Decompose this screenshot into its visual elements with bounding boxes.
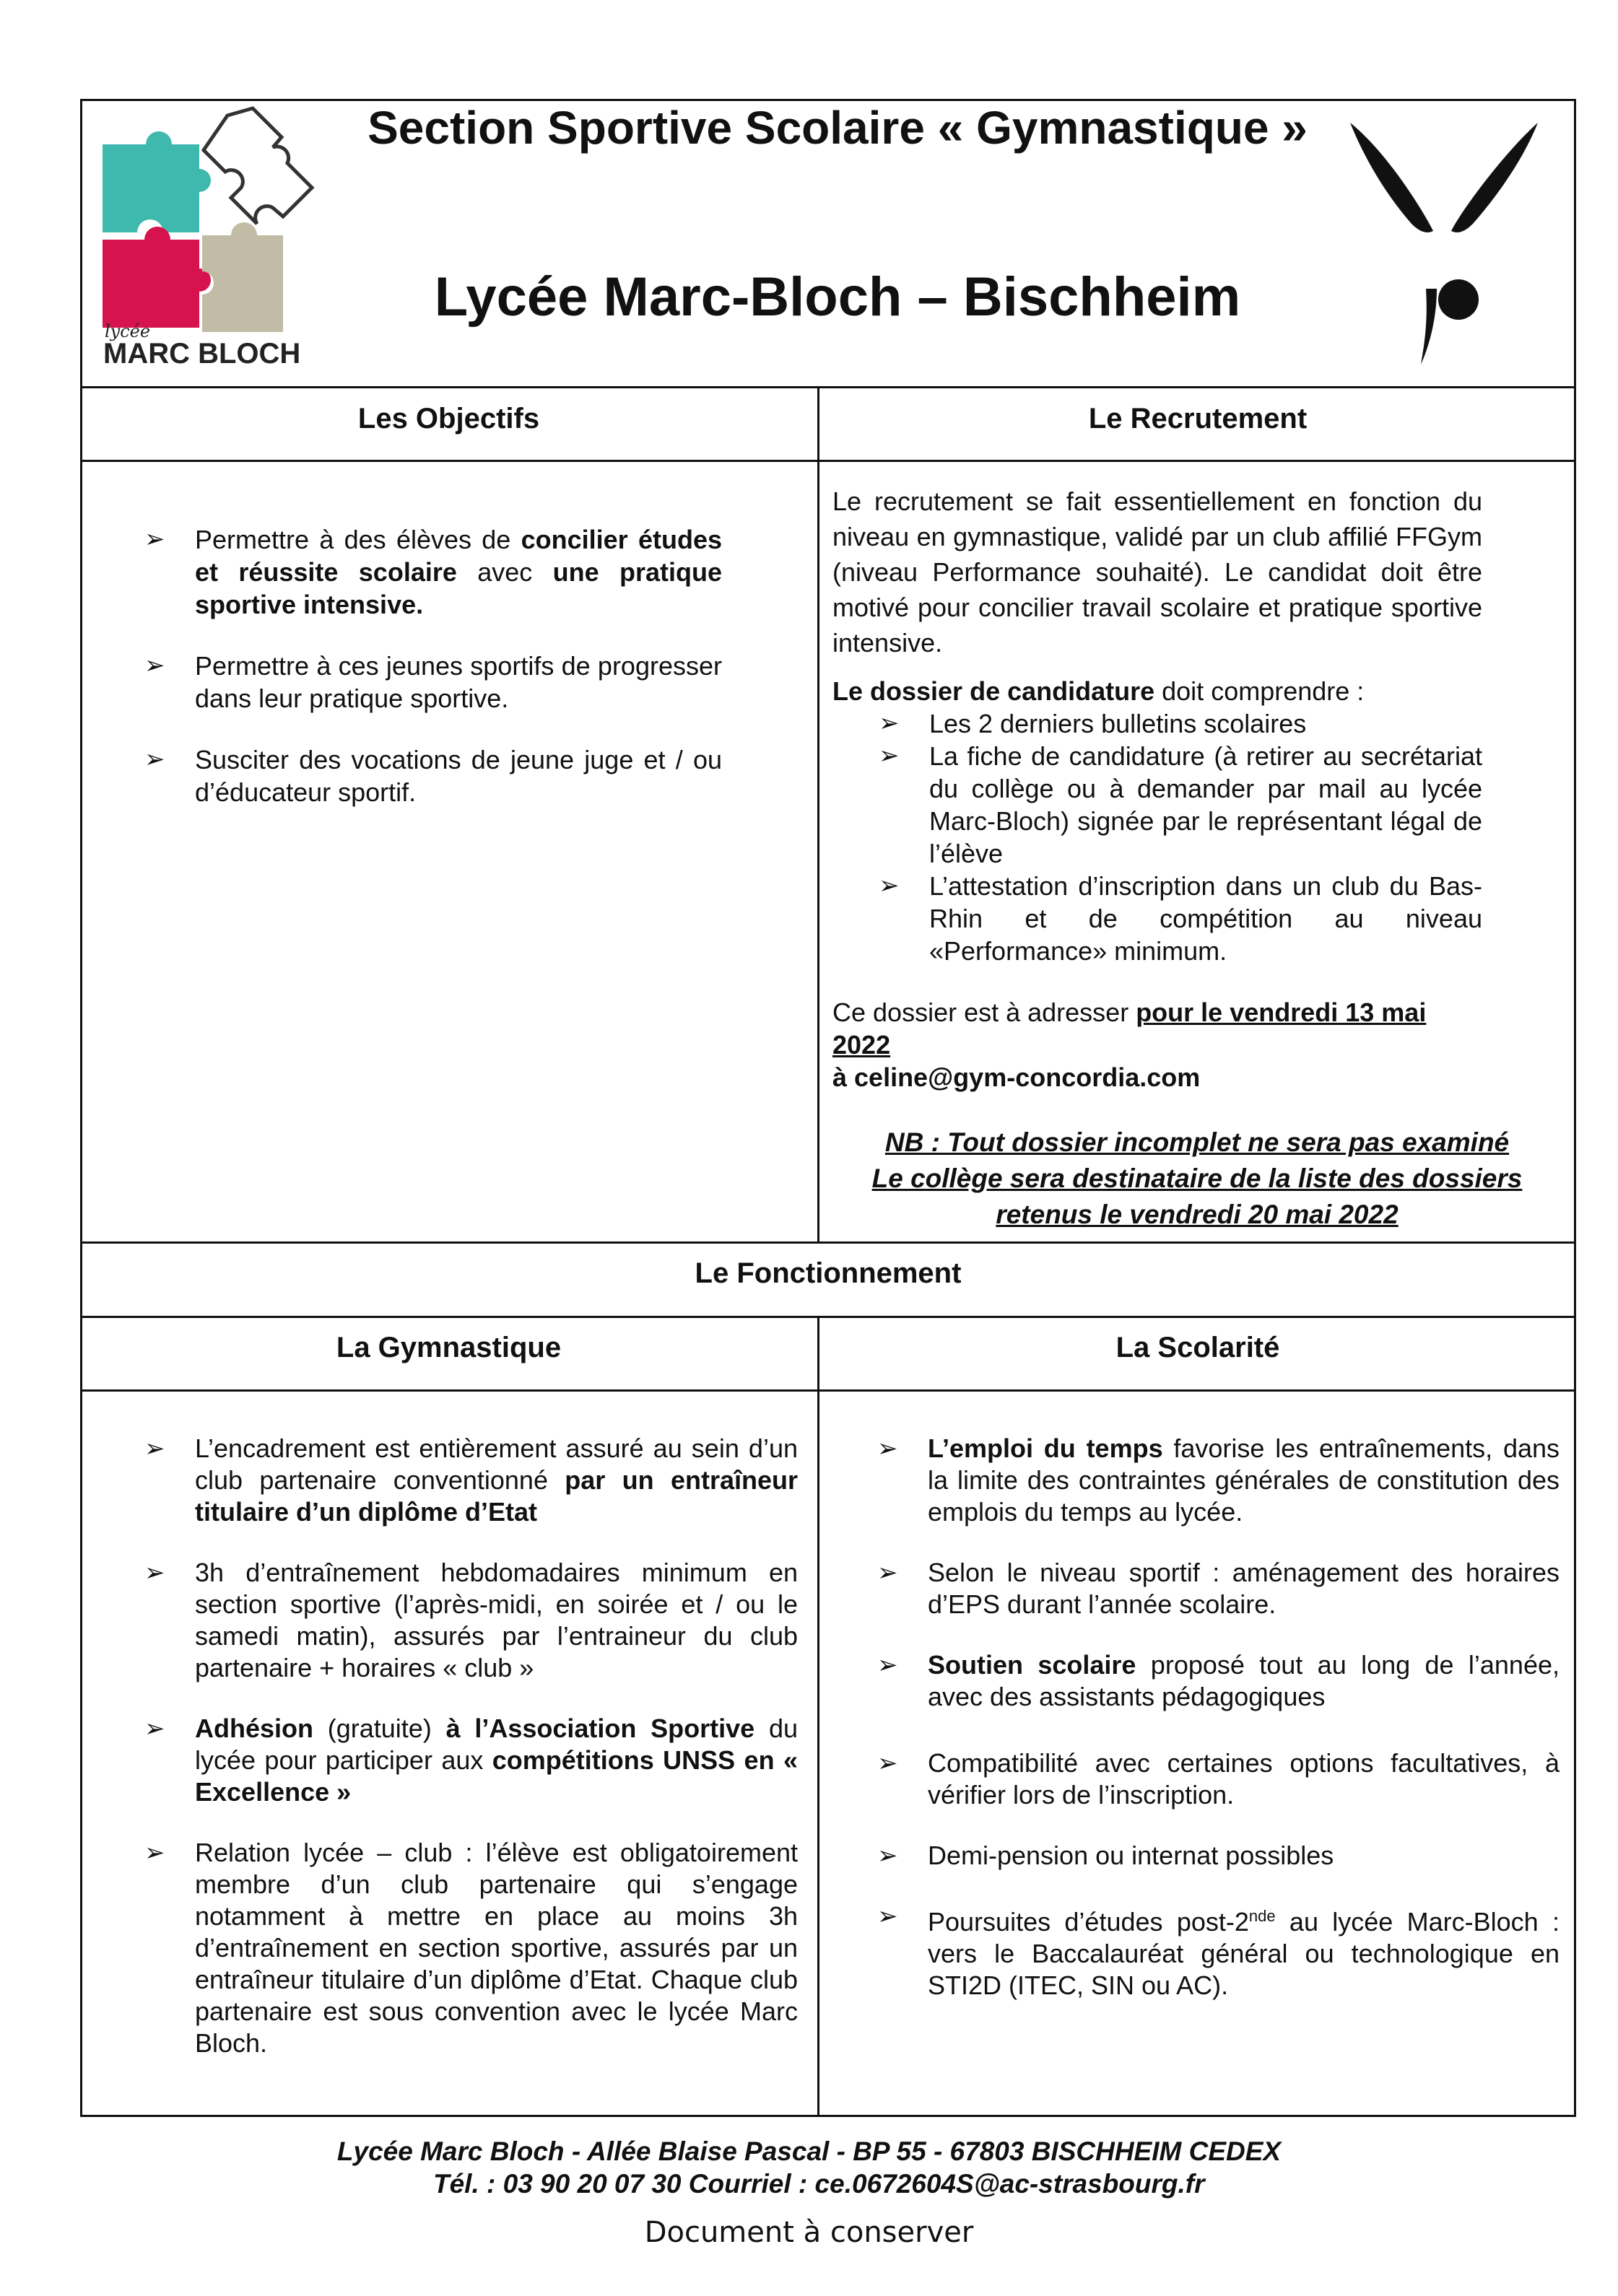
- scolarite-content: [877, 1433, 1560, 2002]
- arrow-bullet-icon: ➢: [144, 525, 165, 553]
- footer-address: Lycée Marc Bloch - Allée Blaise Pascal - BP 55 - 67803 BISCHHEIM CEDEX: [336, 2136, 1282, 2166]
- scolarite-item: ➢ Selon le niveau sportif : aménagement des horaires d’EPS durant l’année scolaire.: [877, 1558, 1560, 1619]
- logo-outline-piece: [204, 108, 312, 224]
- dossier-item: ➢ L’attestation d’inscription dans un club du Bas-Rhin et de compétition au niveau «Performance» minimum.: [879, 871, 1482, 966]
- arrow-bullet-icon: ➢: [877, 1435, 898, 1462]
- arrow-bullet-icon: ➢: [877, 1903, 898, 1930]
- divider-fonctionnement-bottom: [80, 1316, 1576, 1318]
- objectif-item: ➢ Susciter des vocations de jeune juge et / ou d’éducateur sportif.: [144, 745, 722, 807]
- arrow-bullet-icon: ➢: [877, 1750, 898, 1777]
- heading-gymnastique: La Gymnastique: [336, 1332, 562, 1363]
- divider-header: [80, 386, 1576, 388]
- heading-recrutement: Le Recrutement: [1088, 403, 1308, 435]
- arrow-bullet-icon: ➢: [879, 742, 900, 769]
- scolarite-item: ➢ Poursuites d’études post-2nde au lycée Marc-Bloch : vers le Baccalauréat général ou technologique en STI2D (ITEC, SIN ou AC).: [877, 1900, 1560, 2002]
- objectif-item: ➢ Permettre à ces jeunes sportifs de progresser dans leur pratique sportive.: [144, 651, 722, 713]
- recrutement-content: [832, 484, 1482, 1094]
- objectif-item: ➢ Permettre à des élèves de concilier études et réussite scolaire avec une pratique sportive intensive.: [144, 525, 722, 619]
- logo-text-marc-bloch: MARC BLOCH: [103, 338, 301, 370]
- nb-notice: [818, 1125, 1576, 1233]
- gymnastique-item: ➢ L’encadrement est entièrement assuré au sein d’un club partenaire conventionné par un entraîneur titulaire d’un diplôme d’Etat: [144, 1433, 798, 1527]
- gymnastique-content: [144, 1433, 798, 2059]
- arrow-bullet-icon: ➢: [144, 1559, 165, 1586]
- heading-fonctionnement: Le Fonctionnement: [695, 1257, 962, 1289]
- logo-teal-piece: [103, 131, 211, 232]
- arrow-bullet-icon: ➢: [877, 1559, 898, 1586]
- nb-line: NB : Tout dossier incomplet ne sera pas examiné: [884, 1127, 1510, 1157]
- divider-objectifs-heading: [80, 460, 1576, 462]
- divider-fonctionnement-top: [80, 1241, 1576, 1244]
- arrow-bullet-icon: ➢: [144, 746, 165, 773]
- adresse-email: à celine@gym-concordia.com: [832, 1062, 1201, 1092]
- nb-line: retenus le vendredi 20 mai 2022: [996, 1200, 1399, 1229]
- arrow-bullet-icon: ➢: [144, 652, 165, 679]
- adresse-line: Ce dossier est à adresser pour le vendredi 13 mai 2022: [832, 998, 1427, 1060]
- logo-crimson-piece: [103, 227, 211, 328]
- scolarite-item: ➢ Compatibilité avec certaines options facultatives, à vérifier lors de l’inscription.: [877, 1748, 1560, 1810]
- arrow-bullet-icon: ➢: [879, 710, 900, 737]
- scolarite-item: ➢ Soutien scolaire proposé tout au long de l’année, avec des assistants pédagogiques: [877, 1650, 1560, 1711]
- dossier-item: ➢ Les 2 derniers bulletins scolaires: [879, 709, 1307, 738]
- scolarite-item: ➢ L’emploi du temps favorise les entraînements, dans la limite des contraintes générales de constitution des emplois du temps au lycée.: [877, 1433, 1560, 1527]
- logo-text-lycee: lycée: [105, 321, 151, 341]
- divider-column-bottom: [817, 1316, 819, 2117]
- page-subtitle: Lycée Marc-Bloch – Bischheim: [434, 266, 1241, 328]
- page-title: Section Sportive Scolaire « Gymnastique »: [367, 102, 1308, 154]
- divider-gym-heading: [80, 1389, 1576, 1392]
- arrow-bullet-icon: ➢: [877, 1651, 898, 1679]
- recrutement-intro: Le recrutement se fait essentiellement en fonction du niveau en gymnastique, validé par un club affilié FFGym (niveau Performance souhaité). Le candidat doit être motivé pour concilier travail scolaire et pratique sportive intensive.: [832, 486, 1482, 658]
- gymnastique-item: ➢ Relation lycée – club : l’élève est obligatoirement membre d’un club partenaire qui s’engage notamment à mettre en place au moins 3h d’entraînement en section sportive, assurés par un entraîneur titulaire d’un diplôme d’Etat. Chaque club partenaire est sous convention avec le lycée Marc Bloch.: [144, 1838, 798, 2058]
- heading-objectifs: Les Objectifs: [357, 403, 540, 435]
- arrow-bullet-icon: ➢: [144, 1715, 165, 1742]
- objectifs-content: [144, 523, 722, 808]
- dossier-list: [782, 707, 1482, 967]
- arrow-bullet-icon: ➢: [144, 1839, 165, 1867]
- heading-scolarite: La Scolarité: [1115, 1332, 1280, 1363]
- footer-contact: Tél. : 03 90 20 07 30 Courriel : ce.0672604S@ac-strasbourg.fr: [433, 2169, 1205, 2199]
- logo-beige-piece: [202, 222, 283, 332]
- arrow-bullet-icon: ➢: [144, 1435, 165, 1462]
- gymnastique-item: ➢ 3h d’entraînement hebdomadaires minimum en section sportive (l’après-midi, en soirée et / ou le samedi matin), assurés par l’entraineur du club partenaire + horaires « club »: [144, 1558, 798, 1682]
- gymnast-icon: [1343, 108, 1545, 375]
- dossier-item: ➢ La fiche de candidature (à retirer au secrétariat du collège ou à demander par mail au lycée Marc-Bloch) signée par le représentant légal de l’élève: [879, 741, 1482, 868]
- nb-line: Le collège sera destinataire de la liste des dossiers: [871, 1164, 1523, 1193]
- dossier-heading: Le dossier de candidature doit comprendre :: [832, 676, 1365, 706]
- gymnastique-item: ➢ Adhésion (gratuite) à l’Association Sportive du lycée pour participer aux compétitions UNSS en « Excellence »: [144, 1714, 798, 1807]
- arrow-bullet-icon: ➢: [879, 872, 900, 899]
- scolarite-item: ➢ Demi-pension ou internat possibles: [877, 1841, 1334, 1870]
- arrow-bullet-icon: ➢: [877, 1842, 898, 1869]
- footer-note: Document à conserver: [644, 2216, 974, 2249]
